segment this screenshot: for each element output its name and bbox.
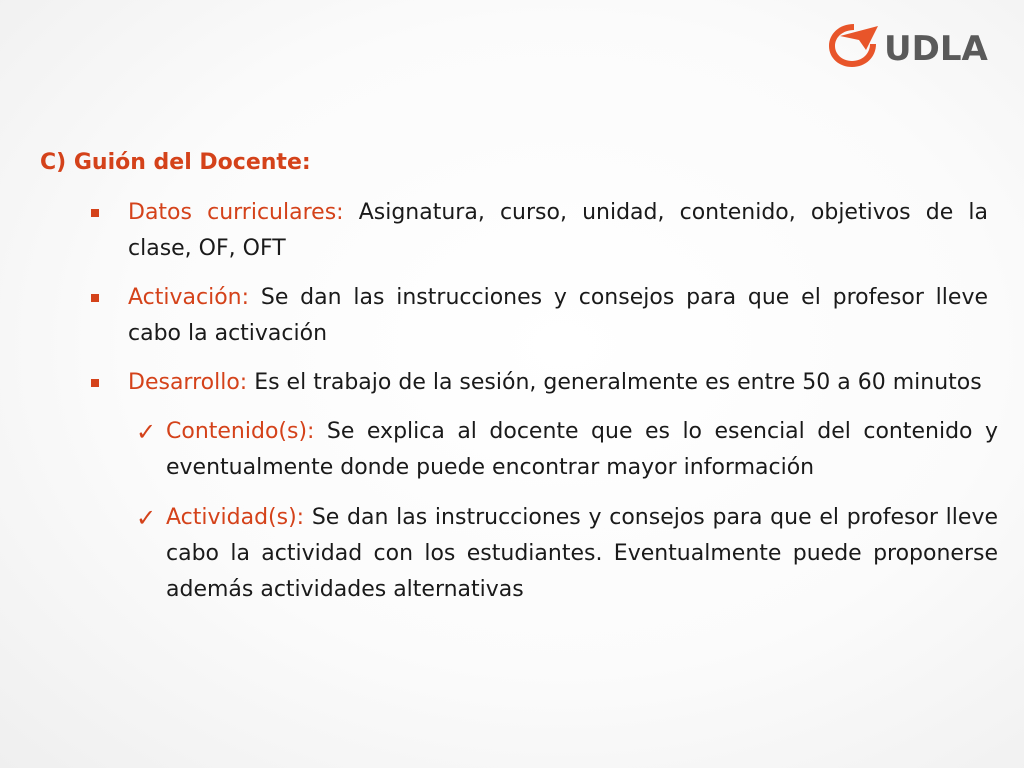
udla-logo-mark-icon (826, 20, 992, 70)
sub-bullet-item-actividad (130, 500, 998, 608)
sub-bullet-label: Contenido(s): (166, 419, 315, 444)
bullet-item-datos (88, 195, 988, 267)
sub-bullet-label: Actividad(s): (166, 505, 305, 530)
sub-bullet-text: Se explica al docente que es lo esencial del contenido y eventualmente donde puede encontrar mayor información (166, 419, 998, 480)
square-bullet-icon (91, 209, 99, 217)
bullet-label: Desarrollo: (128, 370, 248, 395)
bullet-label: Datos curriculares: (128, 200, 344, 225)
bullet-label: Activación: (128, 285, 250, 310)
checkmark-icon: ✓ (136, 418, 157, 446)
bullet-text: Es el trabajo de la sesión, generalmente es entre 50 a 60 minutos (247, 370, 982, 395)
logo-text: UDLA (884, 29, 988, 69)
sub-bullet-list (130, 414, 998, 608)
bullet-text: Se dan las instrucciones y consejos para que el profesor lleve cabo la activación (128, 285, 988, 346)
bullet-item-desarrollo (88, 365, 988, 401)
slide-title: C) Guión del Docente: (40, 150, 311, 175)
udla-logo (826, 20, 992, 70)
bullet-list (88, 195, 998, 622)
bullet-text: Asignatura, curso, unidad, contenido, objetivos de la clase, OF, OFT (128, 200, 989, 261)
bullet-item-activacion (88, 280, 988, 352)
sub-bullet-item-contenido (130, 414, 998, 486)
square-bullet-icon (91, 294, 99, 302)
sub-bullet-text: Se dan las instrucciones y consejos para que el profesor lleve cabo la actividad con los estudiantes. Eventualmente puede proponerse además actividades alternativas (166, 505, 998, 602)
square-bullet-icon (91, 379, 99, 387)
checkmark-icon: ✓ (136, 504, 157, 532)
